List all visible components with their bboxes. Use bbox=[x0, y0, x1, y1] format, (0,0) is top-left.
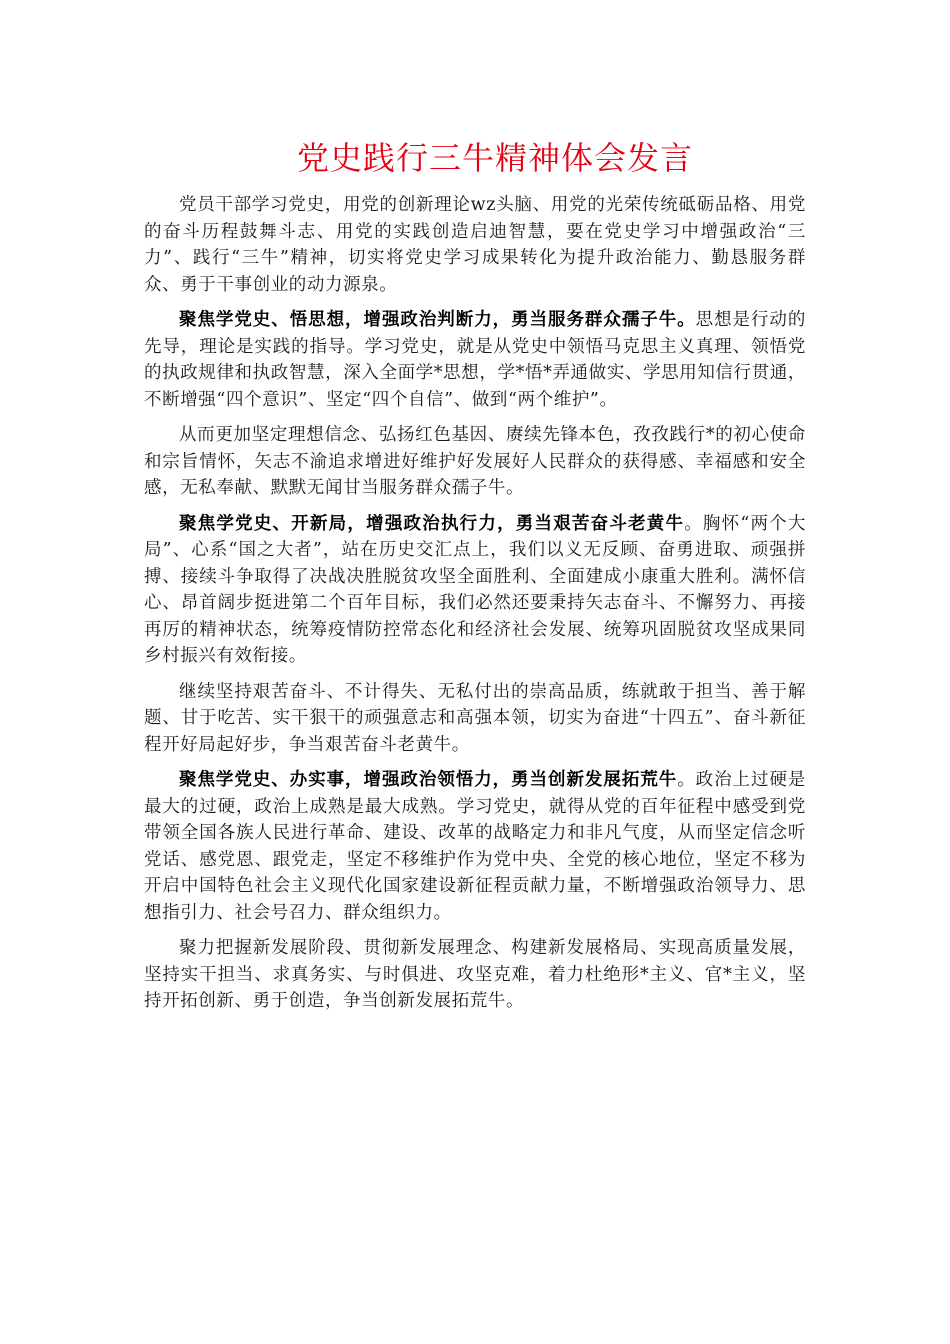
paragraph-text: 从而更加坚定理想信念、弘扬红色基因、赓续先锋本色，孜孜践行*的初心使命和宗旨情怀，矢志不渝追求增进好维护好发展好人民群众的获得感、幸福感和安全感，无私奉献、默默无闻甘当服务群众孺子牛。 bbox=[144, 425, 806, 498]
paragraph-lead: 聚焦学党史、开新局，增强政治执行力，勇当艰苦奋斗老黄牛 bbox=[179, 513, 685, 534]
paragraph-section-3 bbox=[144, 767, 806, 926]
paragraph-text: 思想是行动的先导，理论是实践的指导。学习党史，就是从党史中领悟马克思主义真理、领悟党的执政规律和执政智慧，深入全面学*思想，学*悟*弄通做实、学思用知信行贯通，不断增强“四个意识”、坚定“四个自信”、做到“两个维护”。 bbox=[144, 310, 806, 410]
paragraph-intro bbox=[144, 192, 806, 298]
paragraph-text: 继续坚持艰苦奋斗、不计得失、无私付出的崇高品质，练就敢于担当、善于解题、甘于吃苦、实干狠干的顽强意志和高强本领，切实为奋进“十四五”、奋斗新征程开好局起好步，争当艰苦奋斗老黄牛。 bbox=[144, 681, 806, 755]
paragraph-lead: 聚焦学党史、悟思想，增强政治判断力，勇当服务群众孺子牛。 bbox=[179, 310, 696, 330]
document-title: 党史践行三牛精神体会发言 bbox=[296, 139, 693, 177]
paragraph-lead: 聚焦学党史、办实事，增强政治领悟力，勇当创新发展拓荒牛 bbox=[179, 770, 678, 790]
paragraph-text: 。政治上过硬是最大的过硬，政治上成熟是最大成熟。学习党史，就得从党的百年征程中感受到党带领全国各族人民进行革命、建设、改革的战略定力和非凡气度，从而坚定信念听党话、感党恩、跟党走，坚定不移维护作为党中央、全党的核心地位，坚定不移为开启中国特色社会主义现代化国家建设新征程贡献力量，不断增强政治领导力、思想指引力、社会号召力、群众组织力。 bbox=[144, 770, 806, 923]
paragraph-section-1 bbox=[144, 307, 806, 413]
paragraph-section-2 bbox=[144, 511, 806, 670]
paragraph-text: 。胸怀“两个大局”、心系“国之大者”，站在历史交汇点上，我们以义无反顾、奋勇进取、顽强拼搏、接续斗争取得了决战决胜脱贫攻坚全面胜利、全面建成小康重大胜利。满怀信心、昂首阔步挺进第二个百年目标，我们必然还要秉持矢志奋斗、不懈努力、再接再厉的精神状态，统筹疫情防控常态化和经济社会发展、统筹巩固脱贫攻坚成果同乡村振兴有效衔接。 bbox=[144, 513, 806, 666]
paragraph-section-2-continued bbox=[144, 679, 806, 759]
paragraph-text: 党员干部学习党史，用党的创新理论wz头脑、用党的光荣传统砥砺品格、用党的奋斗历程鼓舞斗志、用党的实践创造启迪智慧，要在党史学习中增强政治“三力”、践行“三牛”精神，切实将党史学习成果转化为提升政治能力、勤恳服务群众、勇于干事创业的动力源泉。 bbox=[144, 195, 806, 295]
paragraph-section-1-continued bbox=[144, 422, 806, 502]
document-page bbox=[144, 136, 806, 1024]
paragraph-text: 聚力把握新发展阶段、贯彻新发展理念、构建新发展格局、实现高质量发展，坚持实干担当、求真务实、与时俱进、攻坚克难，着力杜绝形*主义、官*主义，坚持开拓创新、勇于创造，争当创新发展拓荒牛。 bbox=[144, 938, 806, 1011]
paragraph-section-3-continued bbox=[144, 935, 806, 1015]
